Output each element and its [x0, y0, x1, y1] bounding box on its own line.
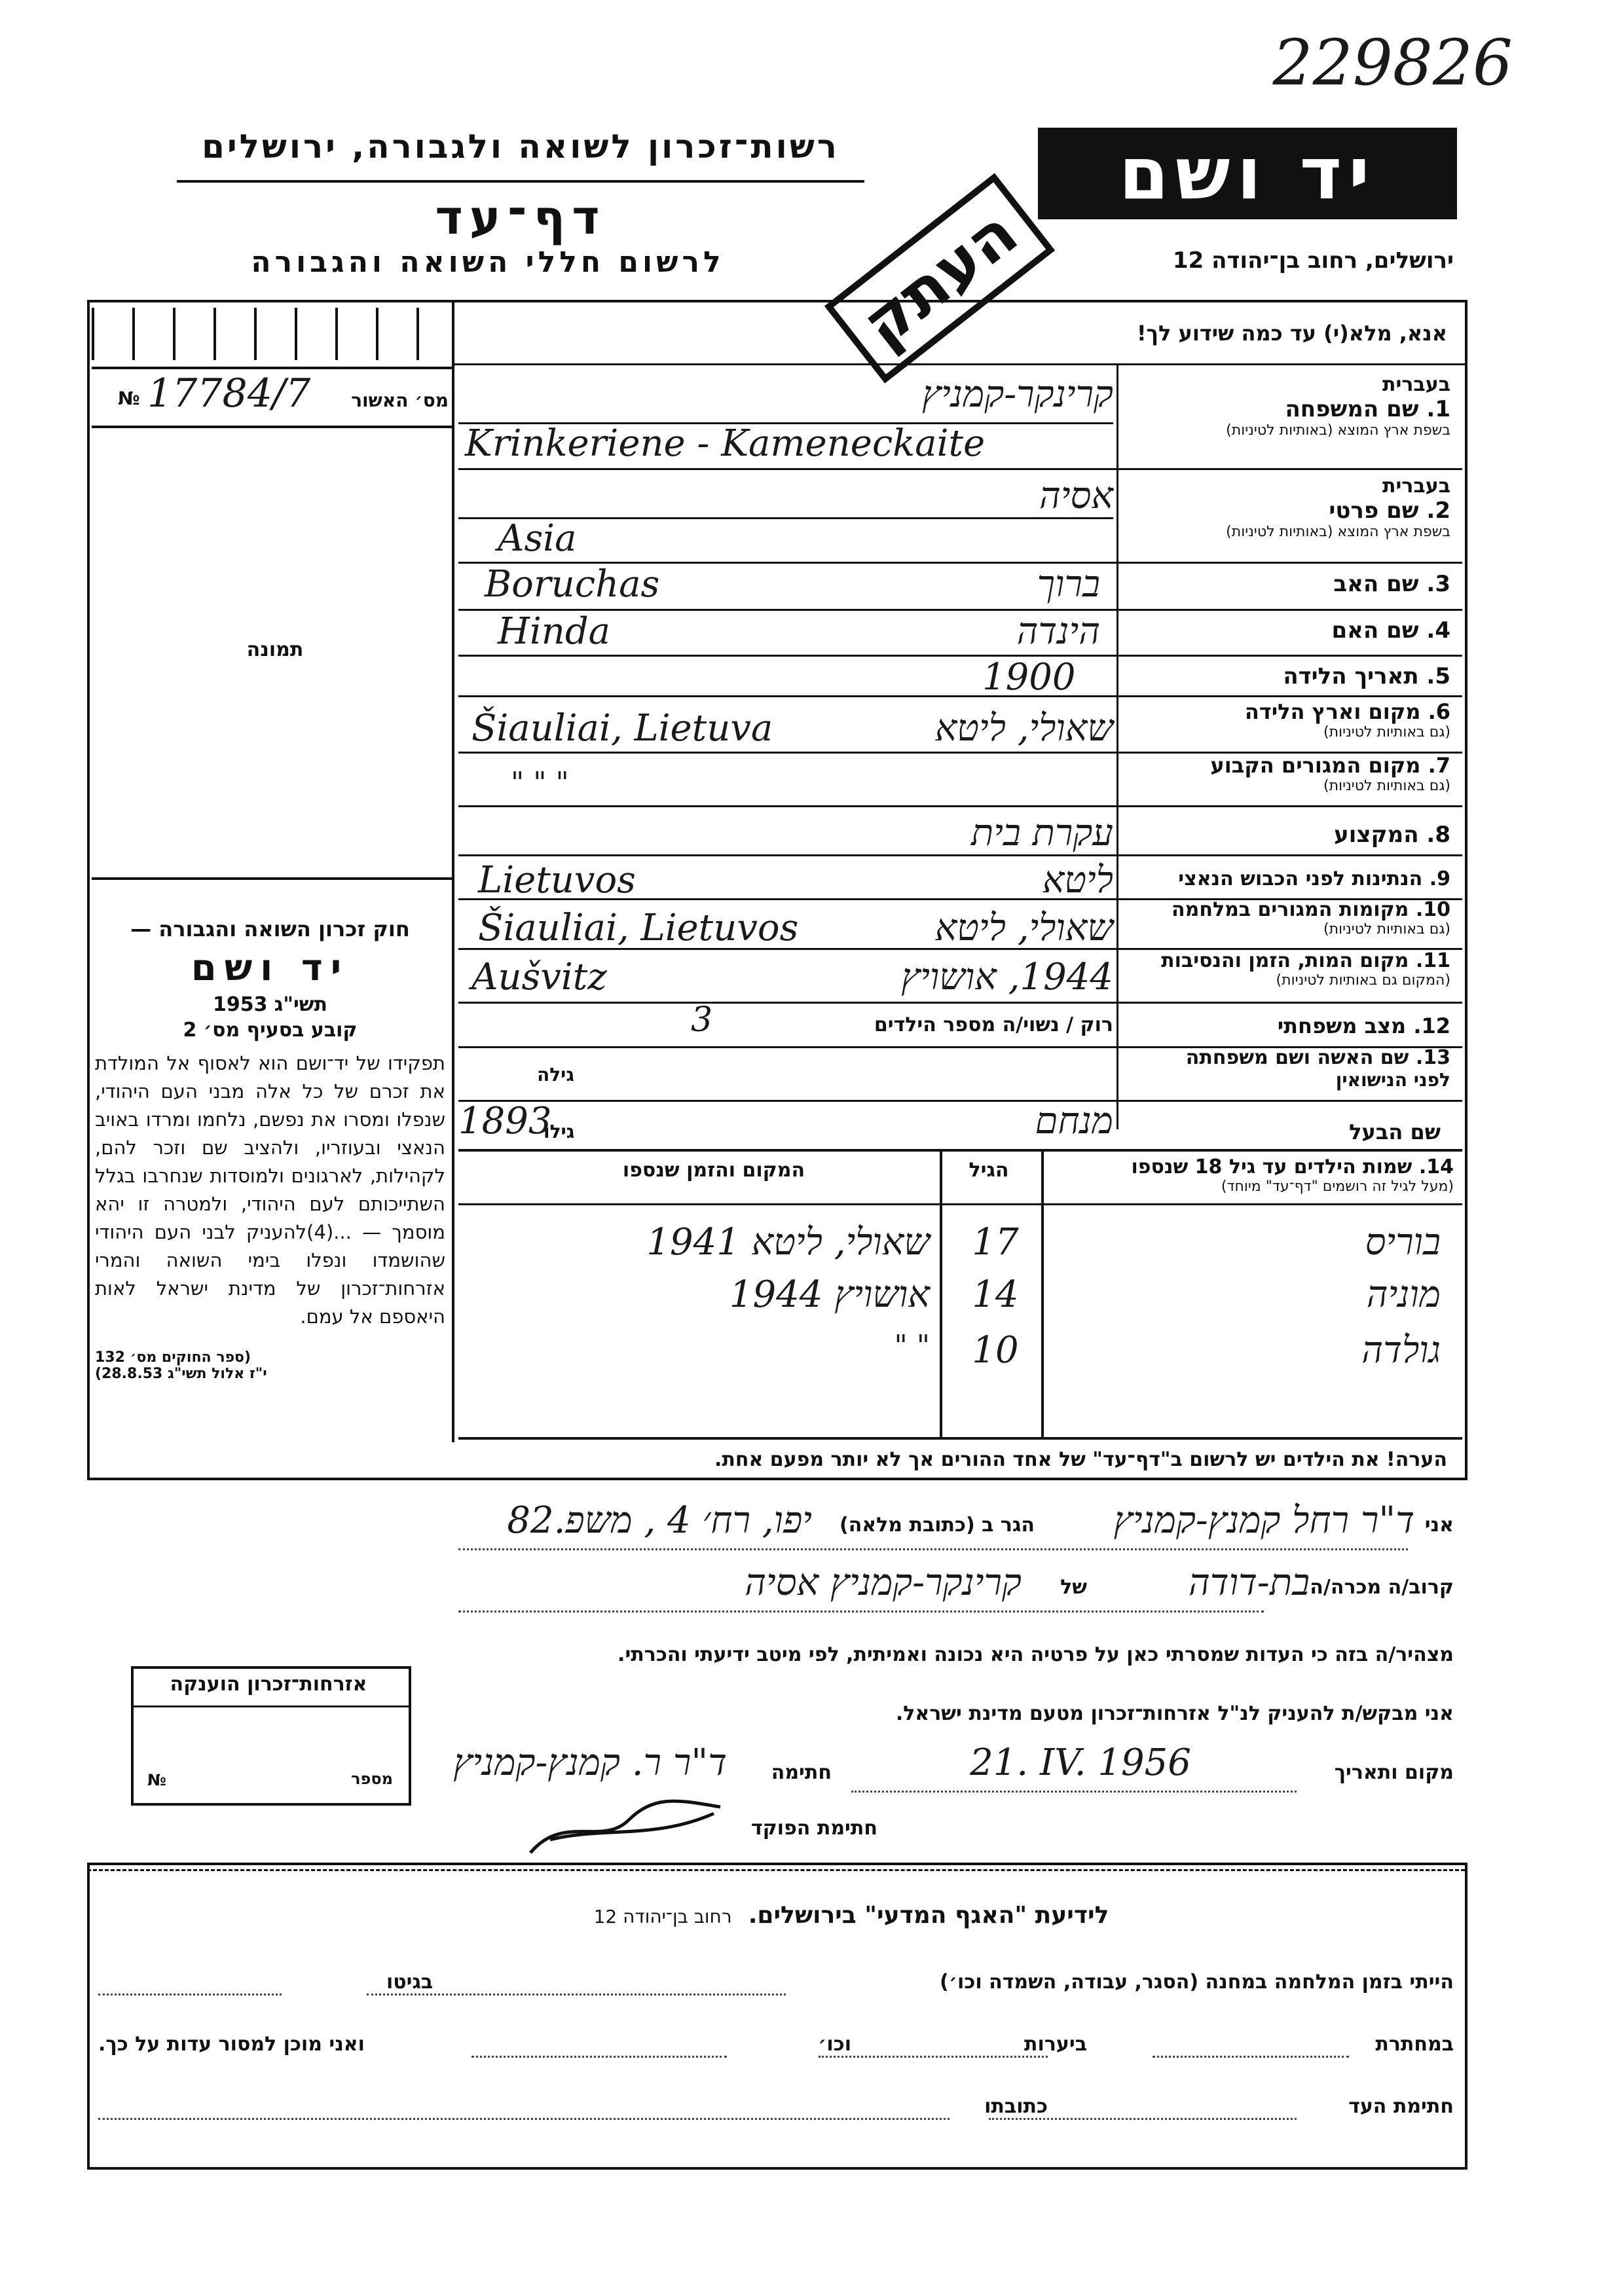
dotted-line — [458, 1548, 1408, 1550]
dotted-line — [851, 1791, 1297, 1793]
field-surname — [1120, 373, 1450, 439]
field-sub: בשפת ארץ המוצא (באותיות לטיניות) — [1226, 524, 1450, 540]
child-age: 17 — [972, 1221, 1019, 1264]
field-label: מצב משפחתי — [1277, 1013, 1407, 1038]
field-label: מקום המגורים הקבוע — [1210, 753, 1421, 778]
camp-label: הייתי בזמן המלחמה במחנה (הסגר, עבודה, השמדה וכו׳) — [940, 1971, 1454, 1994]
ready-to-testify: ואני מוכן למסור עדות על כך. — [98, 2033, 365, 2056]
field-firstname — [1120, 475, 1450, 540]
address-label: הגר ב (כתובת מלאה) — [839, 1514, 1035, 1537]
field-num: 10. — [1415, 898, 1450, 921]
field-label: שם האם — [1331, 617, 1419, 644]
children-header — [1041, 1156, 1454, 1195]
row-line — [458, 805, 1462, 807]
law-block — [95, 917, 445, 1382]
field-num: 3. — [1426, 571, 1450, 597]
wartime-residence-hebrew: שאולי, ליטא — [934, 907, 1113, 949]
field-nationality — [1120, 867, 1450, 890]
note-text: הערה! את הילדים יש לרשום ב"דף־עד" של אחד ההורים אך לא יותר מפעם אחת. — [714, 1448, 1447, 1471]
field-sub: (גם באותיות לטיניות) — [1323, 921, 1450, 938]
children-title: שמות הילדים עד גיל 18 שנספו — [1131, 1156, 1412, 1178]
law-year: תשי"ג 1953 — [212, 993, 328, 1016]
note-divider — [458, 1437, 1462, 1440]
child-name: מוניה — [1366, 1273, 1441, 1316]
field-father — [1120, 571, 1450, 597]
field-num: 7. — [1428, 753, 1450, 778]
husband-name: מנחם — [1035, 1100, 1113, 1142]
institution-name: רשות־זכרון לשואה ולגבורה, ירושלים — [202, 128, 840, 166]
child-name: בוריס — [1365, 1221, 1441, 1264]
approval-label: מס׳ האשור — [351, 390, 449, 411]
child-place: " " — [894, 1329, 930, 1362]
declarant-name: ד"ר רחל קמנץ-קמניץ — [1113, 1499, 1414, 1542]
field-num: 5. — [1426, 663, 1450, 689]
row-line — [458, 468, 1462, 470]
officer-sign-label: חתימת הפוקד — [751, 1817, 877, 1840]
surname-latin: Krinkeriene - Kameneckaite — [465, 422, 986, 465]
labels-column-divider — [1116, 363, 1118, 1129]
child-place: שאולי, ליטא 1941 — [646, 1221, 930, 1264]
page-title: דף־עד — [435, 190, 606, 245]
age-header: הגיל — [969, 1159, 1009, 1182]
approval-no-sign: № — [118, 388, 140, 409]
field-num: 6. — [1428, 699, 1450, 724]
field-spouse — [1120, 1046, 1450, 1091]
field-num: 13. — [1415, 1046, 1450, 1069]
death-hebrew: 1944, אושויץ — [901, 956, 1113, 998]
field-label: הנתינות לפני הכבוש הנאצי — [1178, 867, 1423, 890]
field-wartime-residence — [1120, 898, 1450, 938]
child-age: 10 — [972, 1329, 1019, 1372]
field-label: שם פרטי — [1329, 498, 1419, 524]
field-label: תאריך הלידה — [1283, 663, 1419, 689]
declaration-label: אני — [1424, 1514, 1454, 1537]
approval-bars — [92, 308, 449, 360]
relation-value: בת-דודה — [1188, 1561, 1310, 1604]
place-header: המקום והזמן שנספו — [622, 1159, 805, 1182]
law-ref: י"ז אלול תשי"ג 28.8.53) — [95, 1366, 267, 1382]
wartime-residence-latin: Šiauliai, Lietuvos — [478, 907, 799, 949]
field-mother — [1120, 617, 1450, 644]
lang-label: בעברית — [1382, 475, 1450, 498]
date-label: מקום ותאריך — [1334, 1761, 1454, 1784]
firstname-latin: Asia — [498, 517, 577, 560]
nationality-latin: Lietuvos — [478, 859, 636, 902]
field-sub: לפני הנישואין — [1335, 1069, 1450, 1091]
father-latin: Boruchas — [485, 563, 660, 606]
declaration-line-4: אני מבקש/ת להעניק לנ"ל אזרחות־זכרון מטעם מדינת ישראל. — [895, 1702, 1454, 1725]
citizenship-number-label: מספר — [351, 1770, 393, 1788]
header-divider — [177, 180, 864, 183]
field-death — [1120, 949, 1450, 989]
field-num: 9. — [1429, 867, 1450, 890]
row-line — [458, 422, 1113, 424]
row-line — [458, 1002, 1462, 1004]
mother-hebrew: הינדה — [1016, 610, 1100, 653]
field-label: מקום וארץ הלידה — [1244, 699, 1421, 724]
approval-number: 17784/7 — [147, 371, 311, 416]
of-label: של — [1060, 1576, 1087, 1599]
nationality-hebrew: ליטא — [1042, 859, 1113, 902]
death-latin: Aušvitz — [471, 956, 607, 998]
field-profession — [1120, 822, 1450, 848]
witness-sign-label: חתימת העד — [1348, 2095, 1454, 2118]
field-num: 14. — [1418, 1156, 1454, 1178]
child-name: גולדה — [1361, 1329, 1441, 1372]
footer-frame — [87, 1863, 1467, 2170]
declaration-line-1 — [458, 1499, 1454, 1552]
husband-age-label: גילו — [544, 1121, 575, 1142]
row-line — [458, 854, 1462, 856]
firstname-hebrew: אסיה — [1039, 475, 1113, 517]
field-label: המקצוע — [1334, 822, 1419, 848]
field-label: מקום המות, הזמן והנסיבות — [1161, 949, 1409, 972]
approval-box-divider — [92, 367, 452, 369]
residence-value: " " " — [511, 766, 569, 799]
citizenship-no-sign: № — [147, 1771, 166, 1789]
row-line — [458, 517, 1113, 519]
declarant-address: יפו, רח׳ 4 , משפ.82 — [507, 1499, 812, 1542]
status-options: רוק / נשוי/ה — [1002, 1013, 1113, 1036]
forests-label: ביערות — [1024, 2033, 1087, 2056]
field-num: 1. — [1426, 396, 1450, 422]
children-row — [458, 1329, 1454, 1381]
field-num: 4. — [1426, 617, 1450, 644]
underground-label: במחתרת — [1375, 2033, 1454, 2056]
footer-title-text: לידיעת "האגף המדעי" בירושלים. — [748, 1902, 1109, 1929]
witness-address-label: כתובתו — [984, 2095, 1048, 2118]
field-num: 11. — [1415, 949, 1450, 972]
table-header-line — [458, 1203, 1462, 1205]
photo-box-bottom — [92, 877, 452, 880]
birthplace-latin: Šiauliai, Lietuva — [471, 707, 773, 750]
row-line — [458, 655, 1462, 657]
field-sub: (המקום גם באותיות לטיניות) — [1276, 972, 1450, 989]
instruction-divider — [452, 363, 1465, 365]
children-row — [458, 1273, 1454, 1326]
field-label: שם המשפחה — [1285, 396, 1419, 422]
left-column-divider — [452, 300, 454, 1442]
field-num: 8. — [1426, 822, 1450, 848]
field-birthdate — [1120, 663, 1450, 689]
signature-label: חתימה — [771, 1761, 832, 1784]
family-status-options — [655, 1013, 1113, 1036]
dotted-line — [458, 1611, 1264, 1613]
field-label: מקומות המגורים במלחמה — [1172, 898, 1409, 921]
law-name: יד ושם — [191, 947, 350, 989]
citizenship-divider — [131, 1705, 409, 1707]
document-number: 229826 — [1272, 26, 1513, 100]
footer-address: רחוב בן־יהודה 12 — [593, 1906, 732, 1927]
field-birthplace — [1120, 699, 1450, 740]
profession-value: עקרת בית — [971, 812, 1113, 854]
field-sub: בשפת ארץ המוצא (באותיות לטיניות) — [1226, 422, 1450, 439]
declaration-line-2 — [458, 1561, 1454, 1614]
declaration-date: 21. IV. 1956 — [970, 1741, 1191, 1784]
child-place: אושויץ 1944 — [729, 1273, 930, 1316]
law-ref: (ספר החוקים מס׳ 132 — [95, 1349, 251, 1366]
declaration-line-3: מצהיר/ה בזה כי העדות שמסרתי כאן על פרטיה היא נכונה ואמיתית, לפי מיטב ידיעתי והכרתי. — [618, 1643, 1454, 1666]
field-sub: (גם באותיות לטיניות) — [1323, 778, 1450, 794]
field-num: 12. — [1413, 1013, 1450, 1038]
photo-label: תמונה — [246, 638, 304, 661]
lang-label: בעברית — [1382, 373, 1450, 396]
copy-stamp: העתק — [824, 173, 1055, 383]
etc-label: וכו׳ — [818, 2033, 851, 2056]
address-line: ירושלים, רחוב בן־יהודה 12 — [1172, 247, 1454, 274]
relation-label: קרוב/ה מכרה/ה — [1310, 1576, 1454, 1599]
victim-name: קרינקר-קמניץ אסיה — [745, 1561, 1022, 1604]
birthdate-value: 1900 — [982, 656, 1076, 699]
citizenship-title: אזרחות־זכרון הוענקה — [170, 1673, 367, 1696]
field-label: שם האשה ושם משפחתה — [1185, 1046, 1409, 1069]
children-row — [458, 1221, 1454, 1273]
children-count-label: מספר הילדים — [874, 1013, 996, 1036]
field-residence — [1120, 753, 1450, 794]
field-label: שם האב — [1333, 571, 1419, 597]
approval-bottom-line — [92, 426, 452, 428]
ghetto-label: בגיטו — [386, 1971, 434, 1994]
law-title: חוק זכרון השואה והגבורה — — [130, 917, 410, 941]
officer-signature-scribble — [524, 1787, 733, 1866]
field-family-status — [1120, 1013, 1450, 1038]
row-line — [458, 695, 1462, 697]
children-sub: (מעל לגיל זה רושמים "דף־עד" מיוחד) — [1221, 1178, 1454, 1195]
wife-age-label: גילה — [537, 1064, 574, 1085]
page-subtitle: לרשום חללי השואה והגבורה — [251, 246, 725, 279]
row-line — [458, 1149, 1462, 1152]
husband-age: 1893 — [458, 1100, 552, 1142]
declarant-signature: ד"ר ר. קמנץ-קמניץ — [453, 1741, 727, 1784]
surname-hebrew: קרינקר-קמניץ — [921, 373, 1113, 416]
birthplace-hebrew: שאולי, ליטא — [934, 707, 1113, 750]
law-text: תפקידו של יד־ושם הוא לאסוף אל המולדת את זכרם של כל אלה מבני העם היהודי, שנפלו ומסרו את נפשם, נלחמו ומרדו באויב הנאצי ובעוזריו, ולהציב שם וזכר להם, לקהילות, לארגונים ולמוסדות שנחרבו בגלל השתייכותם לעם היהודי, ולמטרה זו יהא מוסמך — ...(4)להעניק לבני העם היהודי שהושמדו ונפלו בימי השואה והמרי אזרחות־זכרון של מדינת ישראל לאות היאספם אל עמם. — [95, 1052, 445, 1328]
instruction: אנא, מלא(י) עד כמה שידוע לך! — [1136, 321, 1447, 346]
mother-latin: Hinda — [498, 610, 611, 653]
father-hebrew: ברוך — [1037, 563, 1100, 606]
husband-label: שם הבעל — [1349, 1120, 1441, 1144]
yad-vashem-logo: יד ושם — [1038, 128, 1457, 219]
child-age: 14 — [972, 1273, 1019, 1316]
law-clause: קובע בסעיף מס׳ 2 — [183, 1019, 358, 1042]
field-num: 2. — [1426, 498, 1450, 524]
field-sub: (גם באותיות לטיניות) — [1323, 724, 1450, 740]
children-count: 3 — [691, 1000, 713, 1040]
